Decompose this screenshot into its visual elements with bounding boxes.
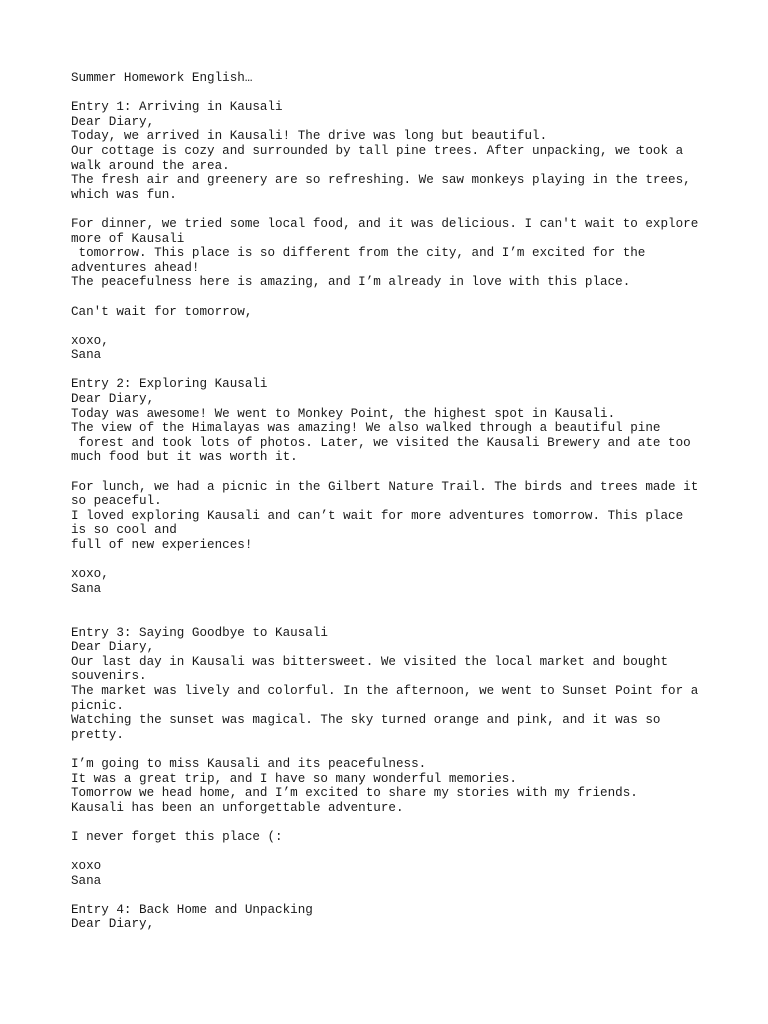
entry-text-line: Watching the sunset was magical. The sky turned orange and pink, and it was so [71, 713, 661, 728]
entry-salutation: Dear Diary, [71, 392, 155, 407]
entry-signature: Sana [71, 581, 102, 596]
entry-text-line: It was a great trip, and I have so many wonderful memories. [71, 771, 517, 786]
entry-salutation: Dear Diary, [71, 640, 155, 655]
entry-text-line: The fresh air and greenery are so refreshing. We saw monkeys playing in the trees, [71, 173, 691, 188]
entry-text-line: Our cottage is cozy and surrounded by tall pine trees. After unpacking, we took a [71, 143, 684, 158]
entry-text-line: pretty. [71, 727, 124, 742]
entry-text-line: more of Kausali [71, 231, 185, 246]
entry-signature: Sana [71, 873, 102, 888]
entry-closing: I never forget this place (: [71, 829, 283, 844]
entry-text-line: Today, we arrived in Kausali! The drive was long but beautiful. [71, 129, 548, 144]
entry-salutation: Dear Diary, [71, 114, 155, 129]
entry-text-line: which was fun. [71, 187, 177, 202]
diary-entry-2 [71, 377, 731, 596]
entry-signoff: xoxo, [71, 567, 109, 582]
diary-entry-3 [71, 626, 731, 889]
entry-heading: Entry 4: Back Home and Unpacking [71, 902, 313, 917]
entry-salutation: Dear Diary, [71, 917, 155, 932]
document-page [71, 71, 731, 932]
entry-text-line: Today was awesome! We went to Monkey Point, the highest spot in Kausali. [71, 406, 616, 421]
diary-entry-1 [71, 100, 731, 363]
entry-signoff: xoxo, [71, 333, 109, 348]
entry-signature: Sana [71, 348, 102, 363]
entry-text-line: I loved exploring Kausali and can’t wait for more adventures tomorrow. This place [71, 508, 684, 523]
entry-closing: Can't wait for tomorrow, [71, 304, 253, 319]
entry-text-line: walk around the area. [71, 158, 230, 173]
document-title: Summer Homework English… [71, 71, 253, 85]
entry-text-line: The market was lively and colorful. In the afternoon, we went to Sunset Point for a [71, 683, 699, 698]
entry-text-line: Kausali has been an unforgettable adventure. [71, 800, 404, 815]
entry-text-line: much food but it was worth it. [71, 450, 298, 465]
entry-text-line: Tomorrow we head home, and I’m excited to share my stories with my friends. [71, 786, 638, 801]
entry-text-line: The view of the Himalayas was amazing! We also walked through a beautiful pine [71, 421, 661, 436]
entry-text-line: adventures ahead! [71, 260, 200, 275]
entry-text-line: For dinner, we tried some local food, and it was delicious. I can't wait to explore [71, 216, 699, 231]
entry-signoff: xoxo [71, 859, 102, 874]
entry-text-line: Our last day in Kausali was bittersweet. We visited the local market and bought [71, 654, 669, 669]
entry-text-line: The peacefulness here is amazing, and I’m already in love with this place. [71, 275, 631, 290]
entry-text-line: tomorrow. This place is so different from the city, and I’m excited for the [71, 246, 646, 261]
entry-text-line: picnic. [71, 698, 124, 713]
entry-text-line: For lunch, we had a picnic in the Gilbert Nature Trail. The birds and trees made it [71, 479, 699, 494]
entry-text-line: souvenirs. [71, 669, 147, 684]
diary-entry-4 [71, 903, 731, 932]
entry-text-line: is so cool and [71, 523, 177, 538]
entry-text-line: I’m going to miss Kausali and its peacefulness. [71, 756, 427, 771]
entry-heading: Entry 2: Exploring Kausali [71, 377, 268, 392]
entry-heading: Entry 1: Arriving in Kausali [71, 100, 283, 115]
entry-text-line: full of new experiences! [71, 538, 253, 552]
entry-text-line: so peaceful. [71, 494, 162, 509]
entry-heading: Entry 3: Saying Goodbye to Kausali [71, 625, 328, 640]
entry-text-line: forest and took lots of photos. Later, we visited the Kausali Brewery and ate too [71, 435, 691, 450]
